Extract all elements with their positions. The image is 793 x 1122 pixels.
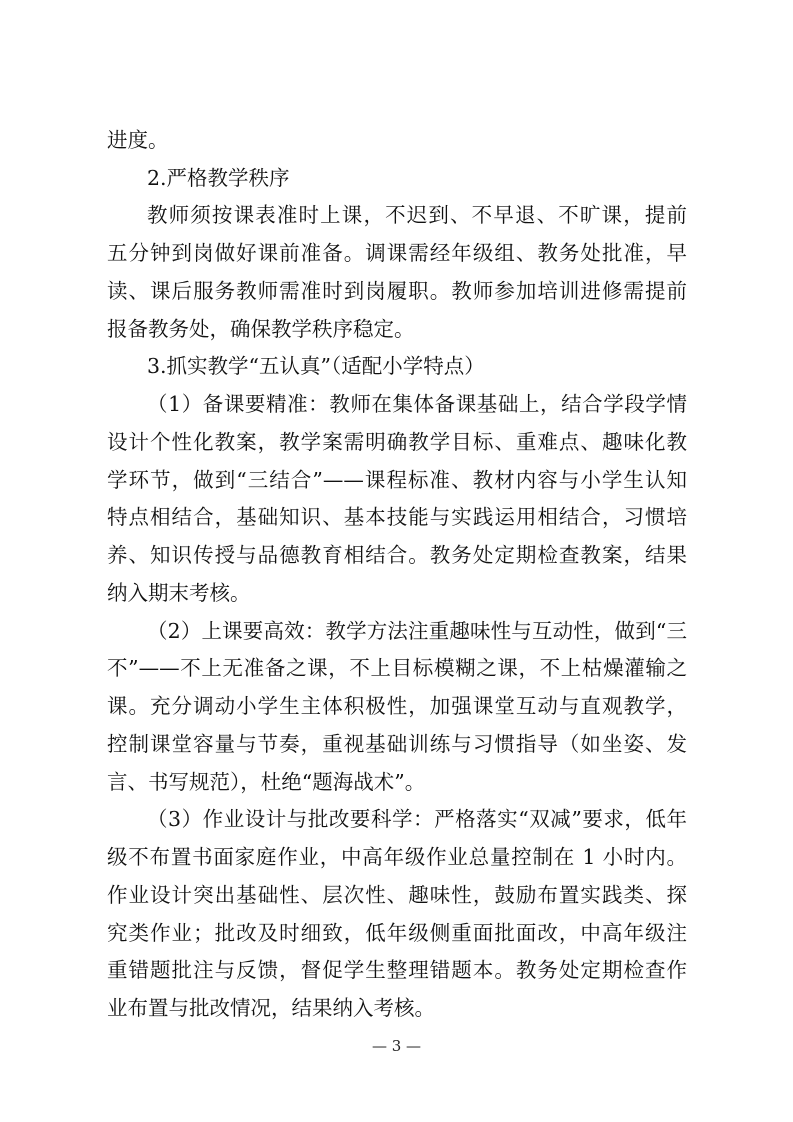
text-line-13: 纳入期末考核。 bbox=[107, 581, 251, 605]
text-line-15: 不”——不上无准备之课，不上目标模糊之课，不上枯燥灌输之 bbox=[107, 656, 687, 680]
text-line-18: 言、书写规范），杜绝“题海战术”。 bbox=[107, 770, 426, 794]
text-line-11: 特点相结合，基础知识、基本技能与实践运用相结合，习惯培 bbox=[107, 505, 687, 529]
text-line-17: 控制课堂容量与节奏，重视基础训练与习惯指导（如坐姿、发 bbox=[107, 732, 687, 756]
text-line-1: 进度。 bbox=[107, 128, 169, 152]
section-heading-2: 2.严格教学秩序 bbox=[147, 166, 290, 190]
text-line-24: 业布置与批改情况，结果纳入考核。 bbox=[107, 996, 435, 1020]
text-line-19: （3）作业设计与批改要科学：严格落实“双减”要求，低年 bbox=[147, 807, 687, 831]
text-line-8: （1）备课要精准：教师在集体备课基础上，结合学段学情 bbox=[147, 392, 687, 416]
text-line-14: （2）上课要高效：教学方法注重趣味性与互动性，做到“三 bbox=[147, 619, 687, 643]
text-line-23: 重错题批注与反馈，督促学生整理错题本。教务处定期检查作 bbox=[107, 958, 687, 982]
text-line-16: 课。充分调动小学生主体积极性，加强课堂互动与直观教学， bbox=[107, 694, 687, 718]
text-line-4: 五分钟到岗做好课前准备。调课需经年级组、教务处批准，早 bbox=[107, 241, 687, 265]
text-line-12: 养、知识传授与品德教育相结合。教务处定期检查教案，结果 bbox=[107, 543, 687, 567]
text-line-3: 教师须按课表准时上课，不迟到、不早退、不旷课，提前 bbox=[147, 203, 687, 227]
text-line-20: 级不布置书面家庭作业，中高年级作业总量控制在 1 小时内。 bbox=[107, 845, 687, 869]
text-line-6: 报备教务处，确保教学秩序稳定。 bbox=[107, 317, 415, 341]
page-number: — 3 — bbox=[371, 1037, 422, 1055]
text-line-5: 读、课后服务教师需准时到岗履职。教师参加培训进修需提前 bbox=[107, 279, 687, 303]
text-line-9: 设计个性化教案，教学案需明确教学目标、重难点、趣味化教 bbox=[107, 430, 687, 454]
text-line-10: 学环节，做到“三结合”——课程标准、教材内容与小学生认知 bbox=[107, 468, 687, 492]
section-heading-3: 3.抓实教学“五认真”（适配小学特点） bbox=[147, 354, 485, 378]
text-line-22: 究类作业；批改及时细致，低年级侧重面批面改，中高年级注 bbox=[107, 921, 687, 945]
text-line-21: 作业设计突出基础性、层次性、趣味性，鼓励布置实践类、探 bbox=[107, 883, 687, 907]
